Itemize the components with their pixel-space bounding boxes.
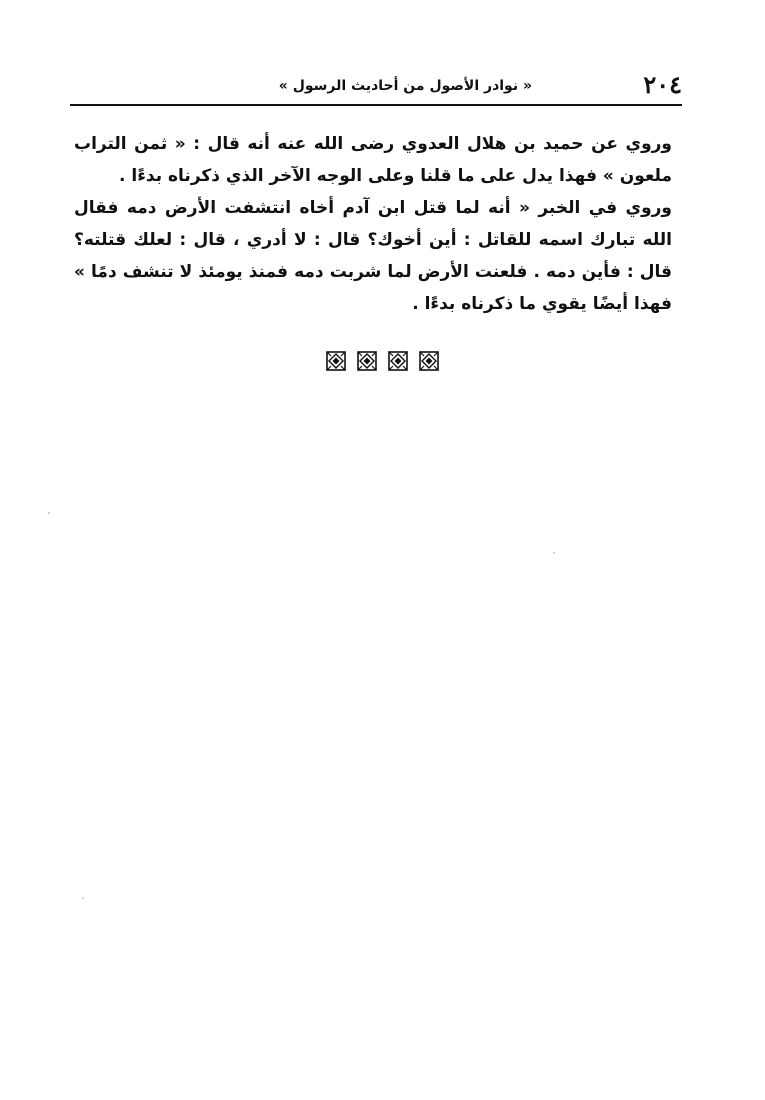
scan-speck (48, 512, 50, 514)
page-header (70, 70, 682, 104)
paragraph: وروي في الخبر « أنه لما قتل ابن آدم أخاه انتشفت الأرض دمه فقال الله تبارك اسمه للقاتل : أين أخوك؟ قال : لا أدري ، قال : لعلك قتلته؟ قال : فأين دمه . فلعنت الأرض لما شربت دمه فمنذ يومئذ لا تنشف دمًا » فهذا أيضًا يقوي ما ذكرناه بدءًا . (74, 198, 672, 314)
diamond-ornament-icon (388, 351, 408, 371)
section-end-ornaments (0, 351, 765, 373)
header-rule (70, 104, 682, 106)
diamond-ornament-icon (357, 351, 377, 371)
running-title: « نوادر الأصول من أحاديث الرسول » (278, 78, 532, 94)
diamond-ornament-icon (326, 351, 346, 371)
diamond-ornament-icon (419, 351, 439, 371)
page-number: ٢٠٤ (643, 70, 682, 99)
paragraph: وروي عن حميد بن هلال العدوي رضى الله عنه أنه قال : « ثمن التراب ملعون » فهذا يدل على ما قلنا وعلى الوجه الآخر الذي ذكرناه بدءًا . (74, 134, 672, 186)
scan-speck (82, 897, 84, 899)
scan-speck (553, 552, 555, 554)
body-text (74, 128, 672, 320)
